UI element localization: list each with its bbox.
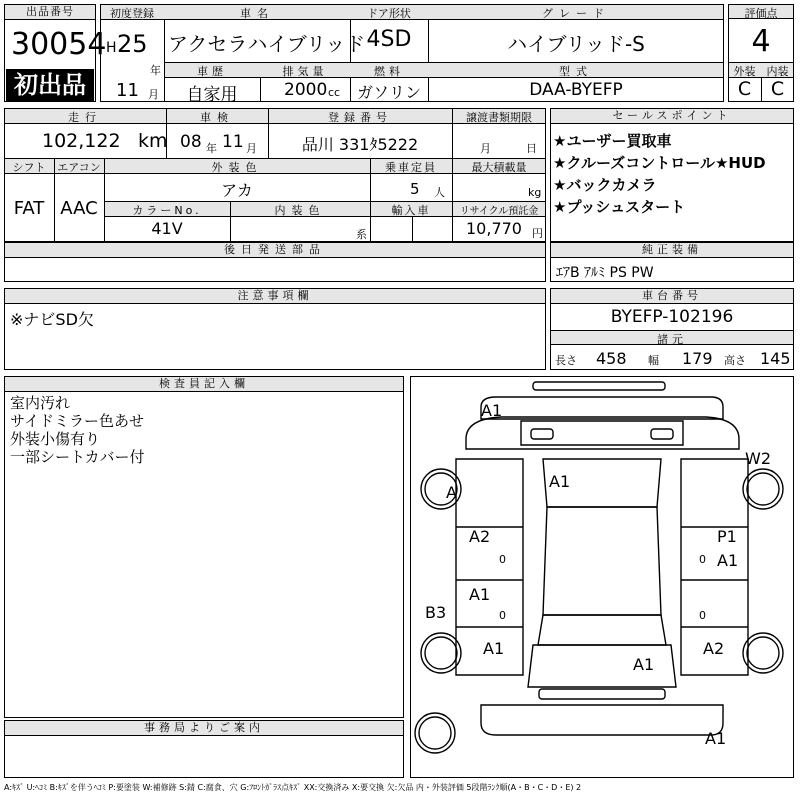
history-label: 車歴 xyxy=(197,65,227,78)
score-label: 評価点 xyxy=(744,7,778,20)
shift-label: シフト xyxy=(12,161,46,174)
displacement-unit: cc xyxy=(328,86,341,99)
model: DAA-BYEFP xyxy=(529,80,623,100)
right-front-wheel xyxy=(743,469,783,509)
mark-right-front-door-a1: A1 xyxy=(717,551,739,570)
score: 4 xyxy=(751,24,771,59)
mileage-label: 走行 xyxy=(68,111,102,124)
lot-number-box xyxy=(4,4,107,102)
car-name: アクセラハイブリッド xyxy=(168,32,366,56)
displacement-label: 排気量 xyxy=(282,65,328,78)
first-listing-text: 初出品 xyxy=(14,71,86,99)
exterior-grade: C xyxy=(737,78,752,100)
capacity-label: 乗車定員 xyxy=(385,161,437,174)
grade-label: グレード xyxy=(542,7,610,20)
lot-number-label: 出品番号 xyxy=(5,5,95,20)
model-label: 型式 xyxy=(559,65,593,78)
plate-label: 登録番号 xyxy=(328,111,392,124)
exterior-label: 外装 xyxy=(733,65,756,78)
inspector-label: 検査員記入欄 xyxy=(5,377,403,392)
chassis-label: 車台番号 xyxy=(551,289,793,304)
sales-point-3: ★バックカメラ xyxy=(553,176,657,194)
inspection-label: 車検 xyxy=(200,111,234,124)
office-label: 事務局よりご案内 xyxy=(5,721,403,736)
damage-legend: A:ｷｽﾞ U:ﾍｺﾐ B:ｷｽﾞを伴うﾍｺﾐ P:要塗装 W:補修跡 S:錆 C:腐食、穴 G:ﾌﾛﾝﾄｶﾞﾗｽ点ｷｽﾞ XX:交換済み X:要交換 欠:欠品 内・外装評価 5段階ﾗﾝｸ順(A・B・C・D・E) 2 xyxy=(4,783,582,792)
recycle-unit: 円 xyxy=(532,227,543,240)
caution-label: 注意事項欄 xyxy=(5,289,545,304)
recycle-label: リサイクル預託金 xyxy=(459,206,539,217)
rear-bumper xyxy=(481,705,723,735)
inspection-month-unit: 月 xyxy=(246,142,257,155)
height: 145 xyxy=(760,349,791,368)
month-unit: 月 xyxy=(148,88,159,101)
mark-zero-right: 0 xyxy=(699,553,706,566)
mark-zero-left: 0 xyxy=(499,553,506,566)
genuine-equipment-label: 純正装備 xyxy=(551,243,793,258)
capacity-unit: 人 xyxy=(434,186,445,199)
mark-windshield: A1 xyxy=(549,472,571,491)
inspector-note-1: 室内汚れ xyxy=(10,394,71,412)
aircon-label: エアコン xyxy=(57,161,101,174)
fuel: ガソリン xyxy=(356,83,421,102)
hood xyxy=(466,417,739,449)
chassis-number: BYEFP-102196 xyxy=(610,307,734,327)
era: H xyxy=(106,40,117,56)
transfer-month-unit: 月 xyxy=(480,142,491,155)
length: 458 xyxy=(596,349,627,368)
transfer-label: 譲渡書類期限 xyxy=(466,111,532,124)
mark-zero-right-rear: 0 xyxy=(699,609,706,622)
front-bumper xyxy=(481,397,723,419)
import-label: 輸入車 xyxy=(391,204,431,217)
interior-color-label: 内装色 xyxy=(274,204,326,217)
width: 179 xyxy=(682,349,713,368)
maxload-unit: kg xyxy=(528,186,542,199)
grade: ハイブリッド-S xyxy=(507,32,645,56)
color-label: 外装色 xyxy=(211,161,263,174)
roof xyxy=(543,507,661,615)
genuine-equipment: ｴｱB ｱﾙﾐ PS PW xyxy=(556,265,654,281)
sales-point-1: ★ユーザー買取車 xyxy=(553,132,672,150)
car-diagram xyxy=(410,376,794,778)
mark-right-rear-fender: A2 xyxy=(703,639,725,658)
door-type: 4SD xyxy=(366,27,412,52)
interior-label: 内装 xyxy=(766,65,789,78)
sales-point-2: ★クルーズコントロール★HUD xyxy=(553,154,766,172)
inspector-note-2: サイドミラー色あせ xyxy=(10,412,144,430)
inspection-month: 11 xyxy=(222,132,244,152)
interior-color-unit: 系 xyxy=(356,228,367,241)
spare-wheel xyxy=(415,713,455,753)
car-outline-svg xyxy=(411,377,793,777)
inspector-note-4: 一部シートカバー付 xyxy=(10,448,145,466)
sales-points-label: セールスポイント xyxy=(551,109,793,124)
fuel-label: 燃料 xyxy=(374,65,404,78)
mark-right-front-door-p1: P1 xyxy=(717,527,737,546)
first-reg-month: 11 xyxy=(116,80,139,101)
displacement: 2000 xyxy=(284,80,328,100)
color-no-label: カラーNo. xyxy=(132,204,202,217)
later-parts-label: 後日発送部品 xyxy=(5,243,545,258)
capacity: 5 xyxy=(410,180,420,198)
first-reg-label: 初度登録 xyxy=(110,7,154,20)
exterior-color: アカ xyxy=(221,181,253,200)
right-rear-wheel xyxy=(743,633,783,673)
lot-number: 30054 xyxy=(11,27,107,62)
width-label: 幅 xyxy=(648,354,659,367)
plate-number: 品川 331ﾀ5222 xyxy=(301,135,419,154)
height-label: 高さ xyxy=(724,354,746,367)
sales-point-4: ★プッシュスタート xyxy=(553,198,686,216)
door-label: ドア形状 xyxy=(367,7,411,20)
transfer-day-unit: 日 xyxy=(526,142,537,155)
front-bumper-strip xyxy=(533,382,665,390)
car-name-label: 車名 xyxy=(240,7,274,20)
length-label: 長さ xyxy=(555,354,577,367)
mark-front-bumper: A1 xyxy=(481,401,503,420)
first-reg-year: 25 xyxy=(117,30,148,58)
inspector-note-3: 外装小傷有り xyxy=(10,430,101,448)
mark-trunk: A1 xyxy=(633,655,655,674)
mark-left-rocker: B3 xyxy=(425,603,447,622)
caution-text: ※ナビSD欠 xyxy=(10,310,94,329)
aircon: AAC xyxy=(60,198,98,219)
year-unit: 年 xyxy=(150,64,161,77)
interior-grade: C xyxy=(770,78,785,100)
mileage-unit: km xyxy=(138,130,168,152)
mark-zero-left-rear: 0 xyxy=(499,609,506,622)
color-number: 41V xyxy=(151,219,183,238)
rear-window xyxy=(538,615,666,645)
inspection-year-unit: 年 xyxy=(206,142,217,155)
mark-left-rear-fender: A1 xyxy=(483,639,505,658)
history: 自家用 xyxy=(186,85,238,105)
left-rear-wheel xyxy=(421,633,461,673)
shift: FAT xyxy=(13,198,45,219)
recycle-fee: 10,770 xyxy=(466,219,522,238)
maxload-label: 最大積載量 xyxy=(471,161,527,174)
mark-left-rear-door: A1 xyxy=(469,585,491,604)
dims-label: 諸元 xyxy=(657,333,687,346)
mark-right-front-wheel: W2 xyxy=(745,449,771,468)
vehicle-info-block xyxy=(4,108,546,242)
mark-left-front-wheel: A xyxy=(446,483,457,502)
mark-rear-bumper: A1 xyxy=(705,729,727,748)
mark-left-front-door: A2 xyxy=(469,527,491,546)
mileage: 102,122 xyxy=(42,130,121,152)
inspection-year: 08 xyxy=(180,132,202,152)
first-listing-badge xyxy=(6,69,94,101)
rear-bumper-strip xyxy=(539,689,665,699)
